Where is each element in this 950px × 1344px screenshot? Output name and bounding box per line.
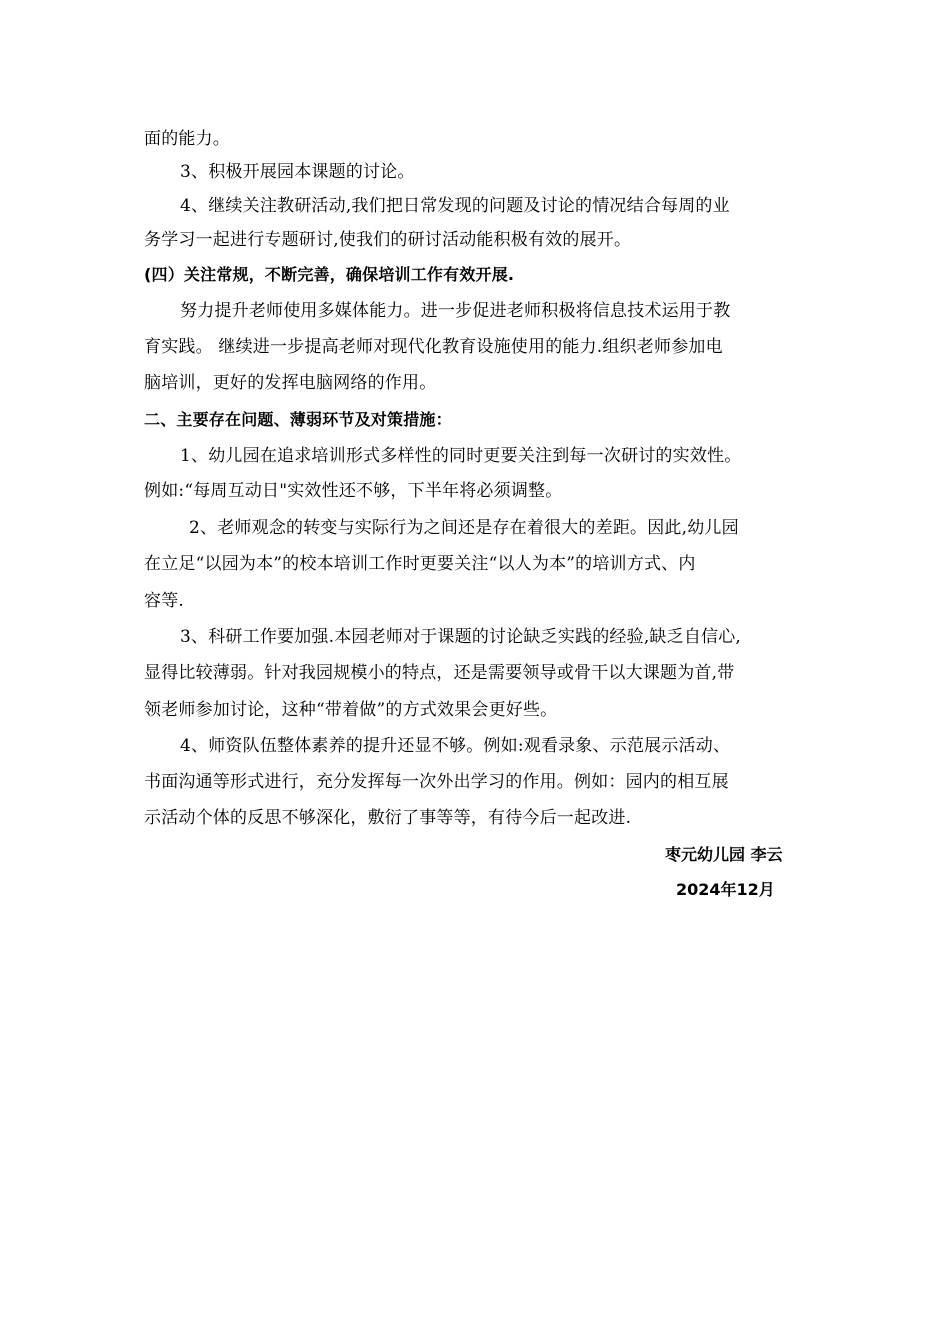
signature-author: 枣元幼儿园 李云 xyxy=(665,845,783,864)
paragraph-line: 3、科研工作要加强.本园老师对于课题的讨论缺乏实践的经验,缺乏自信心, xyxy=(180,627,742,647)
paragraph-line: 容等. xyxy=(144,591,185,611)
signature-date: 2024年12月 xyxy=(676,880,775,899)
paragraph-line: 书面沟通等形式进行，充分发挥每一次外出学习的作用。例如：园内的相互展 xyxy=(144,772,729,792)
paragraph-line: 育实践。 继续进一步提高老师对现代化教育设施使用的能力.组织老师参加电 xyxy=(144,337,723,357)
paragraph-line: 4、继续关注教研活动,我们把日常发现的问题及讨论的情况结合每周的业 xyxy=(180,196,730,216)
paragraph-line: 务学习一起进行专题研讨,使我们的研讨活动能积极有效的展开。 xyxy=(144,230,632,250)
paragraph-line: 4、师资队伍整体素养的提升还显不够。例如:观看录象、示范展示活动、 xyxy=(180,736,731,756)
paragraph-line: 显得比较薄弱。针对我园规模小的特点，还是需要领导或骨干以大课题为首,带 xyxy=(144,663,735,683)
section-heading: (四）关注常规，不断完善，确保培训工作有效开展. xyxy=(144,265,515,284)
paragraph-line: 面的能力。 xyxy=(144,129,230,149)
section-heading: 二、主要存在问题、薄弱环节及对策措施： xyxy=(144,410,452,429)
paragraph-line: 示活动个体的反思不够深化，敷衍了事等等，有待今后一起改进. xyxy=(144,808,632,828)
paragraph-line: 努力提升老师使用多媒体能力。进一步促进老师积极将信息技术运用于教 xyxy=(180,301,731,321)
paragraph-line: 领老师参加讨论，这种“带着做”的方式效果会更好些。 xyxy=(144,700,558,720)
paragraph-line: 在立足“以园为本”的校本培训工作时更要关注“以人为本”的培训方式、内 xyxy=(144,554,696,574)
paragraph-line: 例如:“每周互动日"实效性还不够，下半年将必须调整。 xyxy=(144,481,563,501)
paragraph-line: 1、幼儿园在追求培训形式多样性的同时更要关注到每一次研讨的实效性。 xyxy=(180,446,742,466)
paragraph-line: 2、老师观念的转变与实际行为之间还是存在着很大的差距。因此,幼儿园 xyxy=(189,518,739,538)
paragraph-line: 3、积极开展园本课题的讨论。 xyxy=(180,162,415,182)
paragraph-line: 脑培训，更好的发挥电脑网络的作用。 xyxy=(144,373,437,393)
